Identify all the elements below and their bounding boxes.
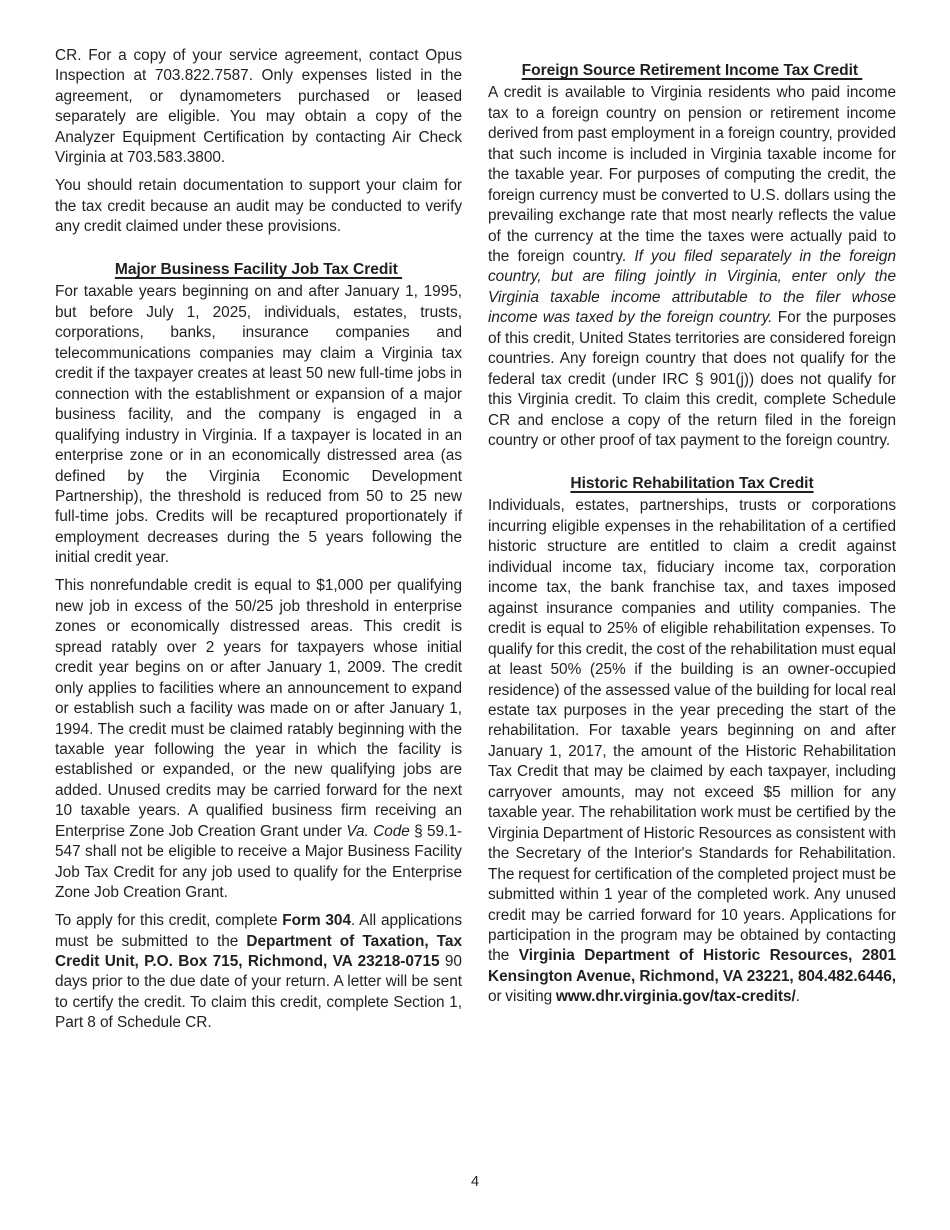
text-run: Individuals, estates, partnerships, trusts or corporations incurring eligible expenses in the rehabilitation of a certified historic structure are entitled to claim a credit against individual income tax, fiduciary income tax, corporation income tax, the bank franchise tax, and taxes imposed against insurance companies and utility companies. The credit is equal to 25% of eligible rehabilitation expenses. To qualify for this credit, the cost of the rehabilitation must equal at least 50% (25% if the building is an owner-occupied residence) of the assessed value of the building for local real estate tax purposes in the year preceding the start of the rehabilitation. For taxable years beginning on and after January 1, 2017, the amount of the Historic Rehabilitation Tax Credit that may be claimed by each taxpayer, including carryover amounts, may not exceed $5 million for any taxable year. The rehabilitation work must be certified by the Virginia Department of Historic Resources as consistent with the Secretary of the Interior's Standards for Rehabilitation. The request for certification of the completed project must be submitted within 1 year of the completed work. Any unused credit may be carried forward for 10 years. Applications for participation in the program may be obtained by contacting the — [488, 497, 896, 965]
heading-historic-rehabilitation-tax-credit: Historic Rehabilitation Tax Credit — [570, 475, 814, 493]
text-run: A credit is available to Virginia residents who paid income tax to a foreign country on pension or retirement income derived from past employment in a foreign country, provided that such income is included in Virginia taxable income for the taxable year. For purposes of computing the credit, the foreign currency must be converted to U.S. dollars using the prevailing exchange rate that most nearly reflects the value of the currency at the time the taxes were actually paid to the foreign country. — [488, 84, 896, 266]
paragraph-service-agreement: CR. For a copy of your service agreement, contact Opus Inspection at 703.822.7587. Only expenses listed in the agreement, or dynamometers purchased or leased separately are eligible. You may obtain a copy of the Analyzer Equipment Certification by contacting Air Check Virginia at 703.583.3800. — [55, 47, 462, 167]
paragraph-historic-rehabilitation-credit — [488, 496, 896, 1007]
text-run-italic-va-code: Va. Code — [346, 822, 410, 840]
text-run-italic-filed-separately: If you filed separately in the foreign country, but are filing jointly in Virginia, enter only the Virginia taxable income attributable to the filer whose income was taxed by the foreign country. — [488, 248, 896, 327]
paragraph-retain-documentation: You should retain documentation to support your claim for the tax credit because an audit may be conducted to verify any credit claimed under these provisions. — [55, 177, 462, 236]
text-run-bold-dhr-address: Virginia Department of Historic Resources, 2801 Kensington Avenue, Richmond, VA 23221, 804.482.6446, — [488, 947, 896, 985]
heading-foreign-source-retirement-income-tax-credit: Foreign Source Retirement Income Tax Credit — [521, 62, 863, 79]
text-run: For the purposes of this credit, United States territories are considered foreign countries. Any foreign country that does not qualify for the federal tax credit (under IRC § 901(j)) does not qualify for this Virginia credit. To claim this credit, complete Schedule CR and enclose a copy of the return filed in the foreign country or other proof of tax payment to the foreign country. — [488, 309, 897, 450]
text-run: . All applications must be submitted to the — [55, 912, 462, 950]
text-run-bold-dhr-website: www.dhr.virginia.gov/tax-credits/ — [555, 988, 796, 1006]
text-run-bold-department-address: Department of Taxation, Tax Credit Unit, P.O. Box 715, Richmond, VA 23218-0715 — [55, 932, 462, 970]
left-column — [0, 0, 475, 1034]
text-run-bold-form-304: Form 304 — [282, 912, 351, 930]
paragraph-apply-instructions — [55, 911, 462, 1034]
text-run: 90 days prior to the due date of your return. A letter will be sent to certify the credit. To claim this credit, complete Section 1, Part 8 of Schedule CR. — [55, 952, 462, 1032]
paragraph-foreign-source-credit — [488, 83, 896, 451]
heading-major-business-facility-job-tax-credit: Major Business Facility Job Tax Credit — [114, 261, 403, 279]
text-run: § 59.1-547 shall not be eligible to receive a Major Business Facility Job Tax Credit for any job used to qualify for the Enterprise Zone Job Creation Grant. — [55, 822, 462, 902]
text-run: . — [795, 988, 801, 1006]
text-run: This nonrefundable credit is equal to $1,000 per qualifying new job in excess of the 50/25 job threshold in enterprise zones or economically distressed areas. This credit is spread ratably over 2 years for taxpayers whose initial credit year begins on or after January 1, 2009. The credit only applies to facilities where an announcement to expand or establish such a facility was made on or after January 1, 1994. The credit must be claimed ratably beginning with the taxable year following the year in which the facility is established or expanded, or the new qualifying jobs are added. Unused credits may be carried forward for the next 10 taxable years. A qualified business firm receiving an Enterprise Zone Job Creation Grant under — [55, 577, 462, 840]
paragraph-major-business-eligibility: For taxable years beginning on and after January 1, 1995, but before July 1, 2025, individuals, estates, trusts, corporations, banks, insurance companies and telecommunications companies may claim a Virginia tax credit if the taxpayer creates at least 50 new full-time jobs in connection with the establishment or expansion of a major business facility, and the company is engaged in a qualifying industry in Virginia. If a taxpayer is located in an enterprise zone or in an economically distressed area (as defined by the Virginia Economic Development Partnership), the threshold is reduced from 50 to 25 new full-time jobs. Credits will be recaptured proportionately if employment decreases during the 5 years following the initial credit year. — [55, 283, 462, 567]
text-run: or visiting — [488, 988, 556, 1006]
paragraph-nonrefundable-credit — [55, 576, 462, 903]
text-run: To apply for this credit, complete — [55, 912, 283, 930]
page-number: 4 — [470, 1174, 480, 1190]
right-column — [475, 0, 950, 1008]
